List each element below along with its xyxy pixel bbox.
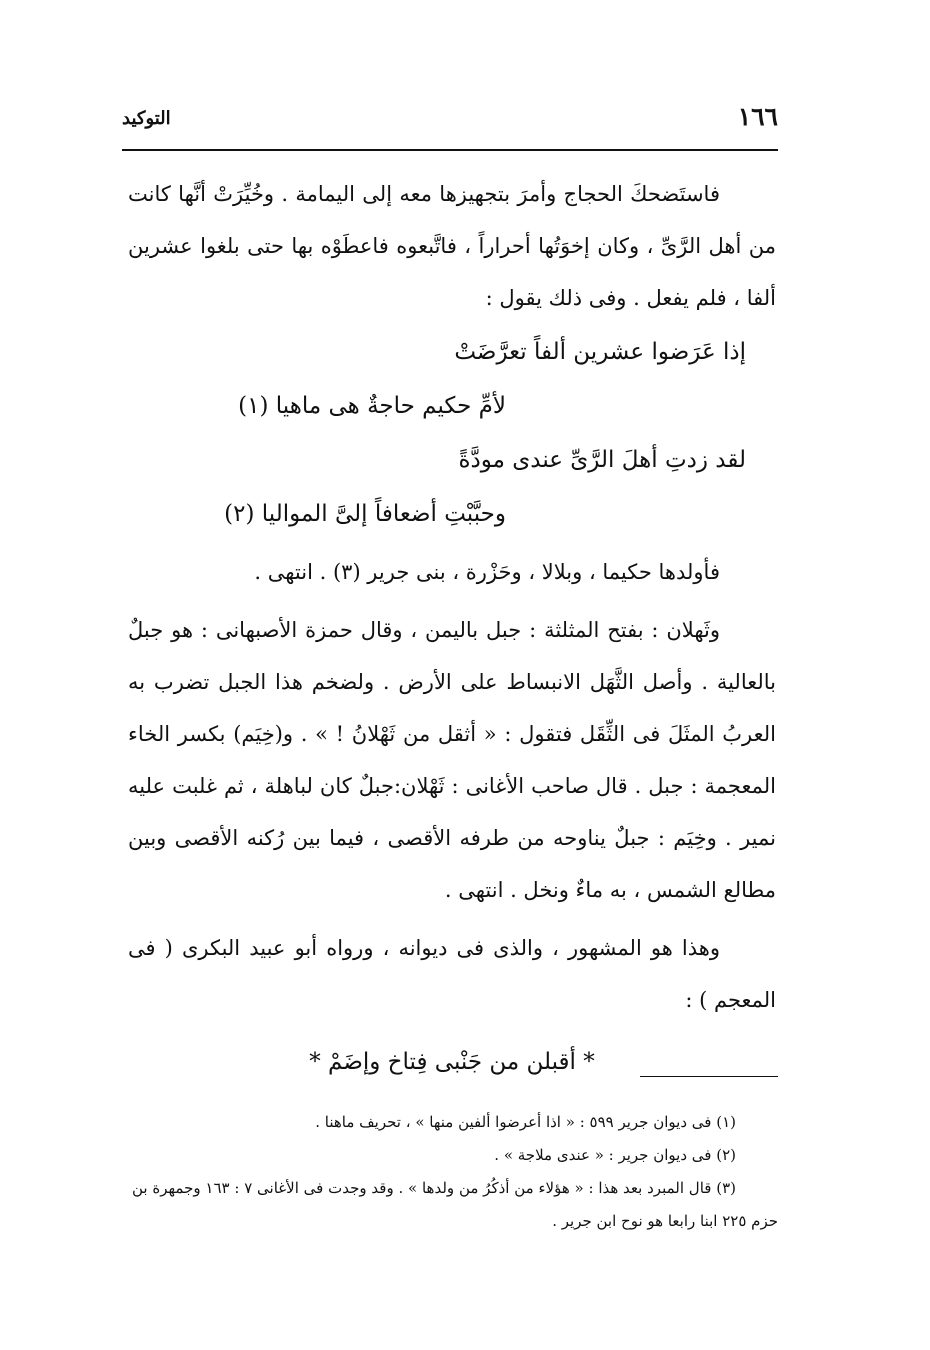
paragraph-4: وهذا هو المشهور ، والذى فى ديوانه ، ورواه أبو عبيد البكرى ( فى المعجم ) : bbox=[128, 936, 776, 1012]
verse-line-3: لقد زدتِ أهلَ الرَّىِّ عندى مودَّةً bbox=[458, 447, 746, 473]
poem-verses bbox=[128, 324, 776, 540]
footnote-1: (١) فى ديوان جرير ٥٩٩ : « اذا أعرضوا ألفين منها » ، تحريف ماهنا . bbox=[315, 1113, 736, 1131]
verse-line-2: لأمِّ حكيم حاجةٌ هى ماهيا (١) bbox=[238, 393, 506, 419]
page-number: ١٦٦ bbox=[737, 102, 778, 131]
verse-line-4: وحبَّبْتِ أضعافاً إلىَّ المواليا (٢) bbox=[224, 501, 506, 527]
footnote-rule bbox=[640, 1076, 778, 1077]
header-rule bbox=[122, 149, 778, 151]
footnote-3: (٣) قال المبرد بعد هذا : « هؤلاء من أذكُرُ من ولدها » . وقد وجدت فى الأغانى ٧ : ١٦٣ وجمهرة بن حزم ٢٢٥ ابنا رابعا هو نوح ابن جرير . bbox=[132, 1179, 778, 1230]
page-header bbox=[122, 102, 778, 142]
footnote-2: (٢) فى ديوان جرير : « عندى ملاجة » . bbox=[494, 1146, 736, 1164]
running-title: التوكيد bbox=[122, 108, 171, 129]
paragraph-3: وثَهلان : بفتح المثلثة : جبل باليمن ، وقال حمزة الأصبهانى : هو جبلٌ بالعالية . وأصل الثَّهَل الانبساط على الأرض . ولضخم هذا الجبل تضرب به العربُ المثَلَ فى الثِّقَل فتقول : « أثقل من ثَهْلانُ ! » . و(خِيَم) بكسر الخاء المعجمة : جبل . قال صاحب الأغانى : ثَهْلان:جبلٌ كان لباهلة ، ثم غلبت عليه نمير . وخِيَم : جبلٌ يناوحه من طرفه الأقصى ، فيما بين رُكنه الأقصى وبين مطالع الشمس ، به ماءٌ ونخل . انتهى . bbox=[128, 618, 776, 902]
paragraph-2: فأولدها حكيما ، وبلالا ، وحَزْرة ، بنى جرير (٣) . انتهى . bbox=[254, 560, 720, 584]
paragraph-1: فاستَضحكَ الحجاج وأمرَ بتجهيزها معه إلى اليمامة . وخُيِّرَتْ أنَّها كانت من أهل الرَّىِّ ، وكان إخوَتُها أحراراً ، فاتَّبعوه فاعطَوْه بها حتى بلغوا عشرين ألفا ، فلم يفعل . وفى ذلك يقول : bbox=[128, 182, 776, 310]
main-text bbox=[128, 168, 776, 1088]
verse-line-1: إذا عَرَضوا عشرين ألفاً تعرَّضَتْ bbox=[454, 339, 746, 365]
footnotes bbox=[132, 1106, 778, 1238]
quoted-hemistich: * أقبلن من جَنْبى فِتاخ وإضَمْ * bbox=[309, 1049, 595, 1075]
